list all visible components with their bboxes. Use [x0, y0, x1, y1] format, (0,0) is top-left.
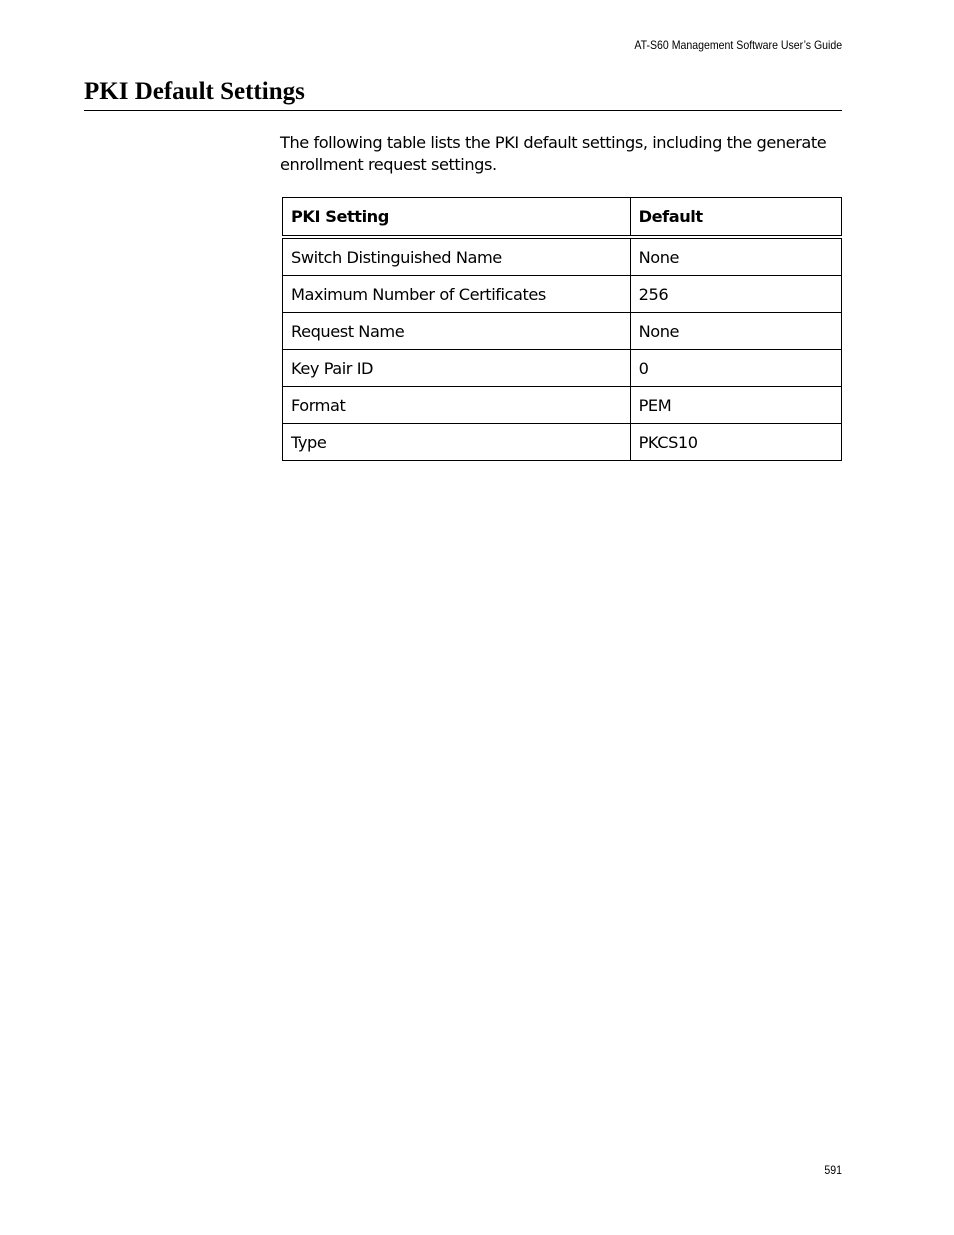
default-cell: PKCS10: [630, 424, 841, 461]
default-cell: 0: [630, 350, 841, 387]
table-row: [283, 276, 842, 313]
setting-cell: Switch Distinguished Name: [283, 237, 631, 276]
table-row: [283, 424, 842, 461]
table-header-row: [283, 198, 842, 238]
table-row: [283, 313, 842, 350]
section-title: PKI Default Settings: [84, 78, 305, 105]
default-cell: PEM: [630, 387, 841, 424]
title-rule: [84, 110, 842, 111]
setting-cell: Format: [283, 387, 631, 424]
setting-cell: Request Name: [283, 313, 631, 350]
table-row: [283, 350, 842, 387]
page-number: 591: [824, 1163, 842, 1177]
default-cell: None: [630, 313, 841, 350]
table-row: [283, 387, 842, 424]
setting-cell: Type: [283, 424, 631, 461]
default-cell: None: [630, 237, 841, 276]
intro-paragraph: The following table lists the PKI default settings, including the generate enrollment request settings.: [280, 133, 827, 174]
default-cell: 256: [630, 276, 841, 313]
column-header-setting: PKI Setting: [283, 198, 631, 238]
column-header-default: Default: [630, 198, 841, 238]
pki-defaults-table: [282, 197, 842, 461]
running-header: AT-S60 Management Software User’s Guide: [634, 38, 842, 52]
setting-cell: Key Pair ID: [283, 350, 631, 387]
table-row: [283, 237, 842, 276]
setting-cell: Maximum Number of Certificates: [283, 276, 631, 313]
